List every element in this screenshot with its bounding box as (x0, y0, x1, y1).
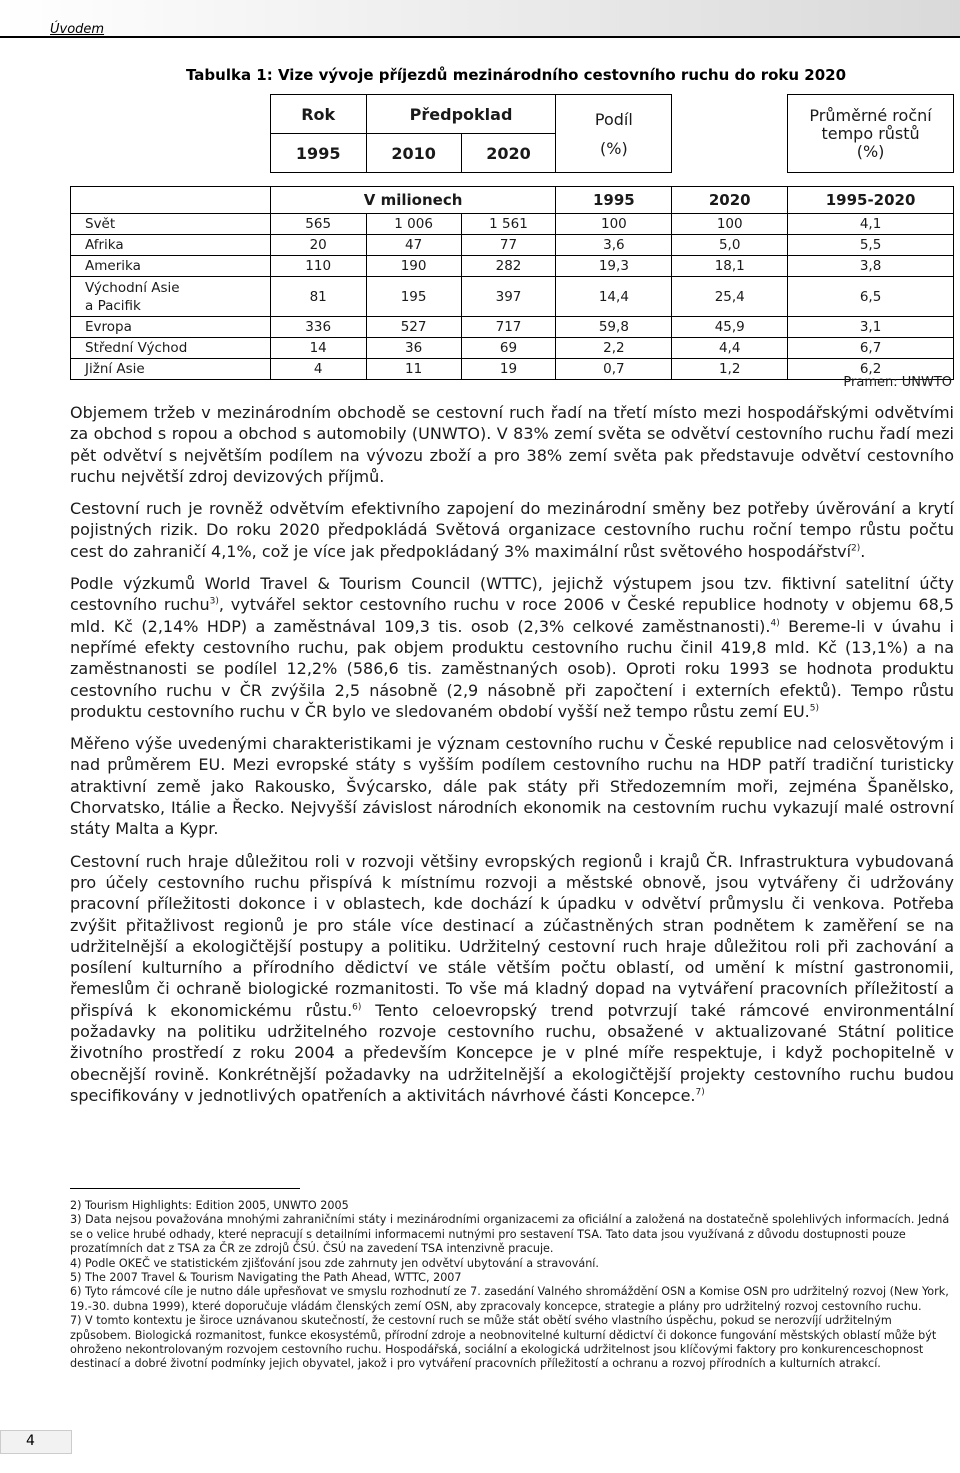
header-rule (0, 36, 960, 38)
cell-2020: 19 (461, 359, 556, 380)
cell-share-1995: 19,3 (556, 256, 672, 277)
share-2020-head: 2020 (672, 187, 788, 214)
footnote: 5) The 2007 Travel & Tourism Navigating the Path Ahead, WTTC, 2007 (70, 1271, 462, 1285)
cell-share-2020: 45,9 (672, 317, 788, 338)
col-head-tempo (788, 95, 954, 173)
table-row (71, 214, 954, 235)
row-label: Jižní Asie (71, 359, 271, 380)
table-row (71, 317, 954, 338)
cell-share-2020: 1,2 (672, 359, 788, 380)
footnote-ref[interactable]: 6) (352, 1002, 362, 1013)
unit-label: V milionech (270, 187, 556, 214)
cell-1995: 4 (270, 359, 366, 380)
cell-growth: 3,8 (788, 256, 954, 277)
footnote-ref[interactable]: 7) (695, 1087, 705, 1098)
cell-1995: 81 (270, 277, 366, 317)
col-head-predpoklad: Předpoklad (366, 95, 556, 134)
row-label: Amerika (71, 256, 271, 277)
footnote-divider (70, 1188, 300, 1189)
cell-share-2020: 100 (672, 214, 788, 235)
table-row (71, 256, 954, 277)
tempo-line-1: Průměrné roční (809, 105, 932, 125)
cell-2020: 282 (461, 256, 556, 277)
footnote: 2) Tourism Highlights: Edition 2005, UNWTO 2005 (70, 1199, 349, 1212)
col-head-podil (556, 95, 672, 173)
cell-growth: 6,5 (788, 277, 954, 317)
row-label-line-2: a Pacifik (85, 297, 141, 314)
footnotes (70, 1199, 950, 1372)
cell-share-1995: 2,2 (556, 338, 672, 359)
growth-range-head: 1995-2020 (788, 187, 954, 214)
cell-2020: 1 561 (461, 214, 556, 235)
footnote-ref[interactable]: 3) (209, 597, 219, 608)
cell-1995: 14 (270, 338, 366, 359)
table-row (71, 277, 954, 317)
cell-2020: 69 (461, 338, 556, 359)
cell-2020: 77 (461, 235, 556, 256)
table-title: Tabulka 1: Vize vývoje příjezdů mezinárodního cestovního ruchu do roku 2020 (186, 66, 847, 84)
table-row (71, 338, 954, 359)
unit-row-label (71, 187, 271, 214)
paragraph: Cestovní ruch hraje důležitou roli v rozvoji většiny evropských regionů i krajů ČR. Infrastruktura vybudovaná pro účely cestovního ruchu přispívá k místnímu rozvoji a městské obnově, jsou vytvářeny či udržovány pracovní příležitosti dokonce i v oblastech, kde dochází k úpadku v odvětví průmyslu či venkova. Potřeba zvýšit přitažlivost regionů je pro stále více destinací a zúčastněných stran podnětem k zaměření se na udržitelnější a ekologičtější postupy a politiku. Udržitelný cestovní ruch hraje důležitou roli při zachování a posílení kulturního a přírodního dědictví ve stále větším počtu oblastí, od umění k místní gastronomii, řemeslům či ochraně biologické rozmanitosti. To vše má kladný dopad na vytváření pracovních příležitostí a přispívá k ekonomickému růstu.$^{6)}$ Tento celoevropský trend potvrzují také rámcové environmentální požadavky na politiku udržitelného rozvoje cestovního ruchu, obsažené v aktualizované Státní politice životního prostředí z roku 2004 a především Koncepce je v plné míře respektuje, i když pochopitelně v obecnější rovině. Konkrétnější požadavky na udržitelnější a ekologičtější projekty cestovního ruchu budou specifikovány v jednotlivých opatřeních a aktivitách návrhové části Koncepce.$^{7)}$ (70, 851, 954, 1105)
footnote: 7) V tomto kontextu je široce uznávanou skutečností, že cestovní ruch se může stát obětí svého vlastního úspěchu, pokud se nerozvíjí udržitelným způsobem. Biologická rozmanitost, funkce ekosystémů, přírodní zdroje a neobnovitelné kulturní dědictví či dokonce fungování městských oblastí může být ohroženo nekontrolovaným rozvojem cestovního ruchu. Hospodářská, sociální a ekologická udržitelnost jsou klíčovými faktory pro konkurenceschopnost destinací a dobré životní podmínky jejich obyvatel, jakož i pro vytváření pracovních příležitostí a ochranu a rozvoj přírodních a kulturních atrakcí. (70, 1314, 937, 1371)
col-head-2020: 2020 (461, 134, 556, 173)
tempo-line-2: tempo růstů (821, 123, 920, 143)
paragraph: Objemem tržeb v mezinárodním obchodě se cestovní ruch řadí na třetí místo mezi hospodářskými odvětvími za obchod s ropou a obchod s automobily (UNWTO). V 83% zemí světa se odvětví cestovního ruchu řadí mezi pět odvětví s největším podílem na vývozu zboží a pro 38% zemí světa pak představuje odvětví cestovního ruchu největší zdroj devizových příjmů. (70, 403, 954, 486)
page-number-box (0, 1430, 72, 1454)
cell-2010: 1 006 (366, 214, 461, 235)
cell-2010: 527 (366, 317, 461, 338)
table-spacer (71, 173, 954, 187)
row-label: Střední Východ (71, 338, 271, 359)
cell-share-1995: 0,7 (556, 359, 672, 380)
table-source: Pramen: UNWTO (843, 375, 952, 390)
table-row (71, 359, 954, 380)
paragraph: Měřeno výše uvedenými charakteristikami je význam cestovního ruchu v České republice nad celosvětovým i nad průměrem EU. Mezi evropské státy s vyšším podílem cestovního ruchu na HDP patří tradiční turisticky atraktivní země jako Rakousko, Švýcarsko, dále pak státy při Středozemním moři, zejména Španělsko, Chorvatsko, Itálie a Řecko. Nejvyšší závislost národních ekonomik na cestovním ruchu vykazují malé ostrovní státy Malta a Kypr. (70, 734, 954, 839)
cell-2010: 47 (366, 235, 461, 256)
col-head-1995: 1995 (270, 134, 366, 173)
cell-2010: 36 (366, 338, 461, 359)
footnote: 4) Podle OKEČ ve statistickém zjišťování jsou zde zahrnuty jen odvětví ubytování a stravování. (70, 1256, 599, 1270)
share-1995-head: 1995 (556, 187, 672, 214)
footnote: 6) Tyto rámcové cíle je nutno dále upřesňovat ve smyslu rozhodnutí ze 7. zasedání Valného shromáždění OSN a Komise OSN pro udržitelný rozvoj (New York, 19.-30. dubna 1999), které doporučuje vládám členských zemí OSN, aby zpracovaly koncepce, strategie a plány pro udržitelný rozvoj cestovního ruchu. (70, 1285, 949, 1313)
cell-growth: 6,2 (788, 359, 954, 380)
cell-share-1995: 3,6 (556, 235, 672, 256)
row-label-line-1: Východní Asie (85, 279, 180, 296)
cell-growth: 6,7 (788, 338, 954, 359)
cell-share-2020: 5,0 (672, 235, 788, 256)
cell-share-1995: 59,8 (556, 317, 672, 338)
footnote: 3) Data nejsou považována mnohými zahraničními státy i mezinárodními organizacemi za oficiální a založená na dostatečně spolehlivých informacích. Jedná se o velice hrubé odhady, které nepracují s detailními informacemi nutnými pro sestavení TSA. Tato data jsou využívaná z důvodu dostupnosti pouze prozatímních dat z TSA za ČR ze zdrojů ČSÚ. ČSÚ na zavedení TSA intenzivně pracuje. (70, 1213, 950, 1256)
row-label: Afrika (71, 235, 271, 256)
row-label: Evropa (71, 317, 271, 338)
cell-1995: 20 (270, 235, 366, 256)
podil-unit: (%) (600, 138, 628, 158)
cell-share-1995: 14,4 (556, 277, 672, 317)
table-corner (71, 95, 271, 173)
cell-2020: 717 (461, 317, 556, 338)
header-bar (0, 0, 960, 38)
body-text (70, 402, 954, 1106)
cell-1995: 565 (270, 214, 366, 235)
cell-2020: 397 (461, 277, 556, 317)
cell-2010: 190 (366, 256, 461, 277)
footnote-ref[interactable]: 4) (770, 618, 780, 629)
page-number: 4 (26, 1433, 35, 1449)
cell-1995: 336 (270, 317, 366, 338)
arrivals-table (70, 94, 954, 380)
tempo-line-3: (%) (856, 141, 885, 161)
cell-share-2020: 18,1 (672, 256, 788, 277)
footnote-ref[interactable]: 5) (809, 703, 819, 714)
cell-share-2020: 25,4 (672, 277, 788, 317)
section-label[interactable]: Úvodem (50, 22, 105, 37)
row-label: Svět (71, 214, 271, 235)
col-head-2010: 2010 (366, 134, 461, 173)
cell-2010: 195 (366, 277, 461, 317)
cell-growth: 4,1 (788, 214, 954, 235)
podil-label: Podíl (594, 109, 633, 129)
row-label (71, 277, 271, 317)
paragraph: Cestovní ruch je rovněž odvětvím efektivního zapojení do mezinárodní směny bez potřeby úvěrování a krytí pojistných rizik. Do roku 2020 předpokládá Světová organizace cestovního ruchu roční tempo růstu počtu cest do zahraničí 4,1%, což je více jak předpokládaný 3% maximální růst světového hospodářství$^{2)}$. (70, 499, 954, 561)
cell-growth: 3,1 (788, 317, 954, 338)
cell-2010: 11 (366, 359, 461, 380)
cell-share-2020: 4,4 (672, 338, 788, 359)
table-row (71, 235, 954, 256)
paragraph: Podle výzkumů World Travel & Tourism Council (WTTC), jejichž výstupem jsou tzv. fiktivní satelitní účty cestovního ruchu$^{3)}$, vytvářel sektor cestovního ruchu v roce 2006 v České republice hodnoty v objemu 68,5 mld. Kč (2,14% HDP) a zaměstnával 109,3 tis. osob (2,3% celkové zaměstnanosti).$^{4)}$ Bereme-li v úvahu i nepřímé efekty cestovního ruchu, pak objem produktu cestovního ruchu činil 419,8 mld. Kč (13,1%) a na zaměstnanosti se podílel 12,2% (586,6 tis. zaměstnaných osob). Oproti roku 1993 se hodnota produktu cestovního ruchu v ČR zvýšila 2,5 násobně (2,9 násobně při započtení i externích efektů). Tempo růstu produktu cestovního ruchu v ČR bylo ve sledovaném období vyšší než tempo růstu zemí EU.$^{5)}$ (70, 574, 955, 721)
cell-1995: 110 (270, 256, 366, 277)
footnote-ref[interactable]: 2) (851, 543, 861, 554)
col-head-rok: Rok (270, 95, 366, 134)
cell-share-1995: 100 (556, 214, 672, 235)
table-gap (672, 95, 788, 173)
cell-growth: 5,5 (788, 235, 954, 256)
